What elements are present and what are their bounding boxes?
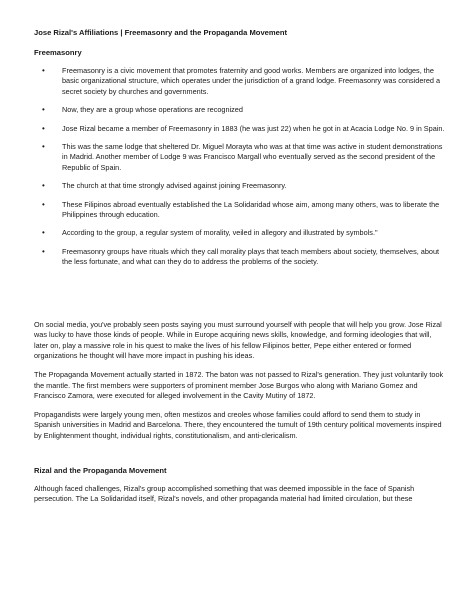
section-heading-rizal-propaganda: Rizal and the Propaganda Movement [34,465,167,475]
list-item [34,228,446,238]
bullet-icon: • [42,199,45,209]
paragraph-social-media: On social media, you've probably seen posts saying you must surround yourself with people that will help you grow. Jose Rizal was lucky to have those kinds of people. While in Europe acquiring news skills, knowledge, and forming ideologies that will, later on, play a massive role in his quest to make the lives of his fellow Filipinos better, Pepe either entered or formed organizations he thought will have more impact in pushing his ideas. [34,319,442,361]
list-item-text: According to the group, a regular system of morality, veiled in allegory and illustrated by symbols." [62,228,378,238]
bullet-icon: • [42,123,45,133]
list-item-text: The church at that time strongly advised against joining Freemasonry. [62,181,287,191]
list-item [34,181,446,191]
list-item-text: These Filipinos abroad eventually established the La Solidaridad whose aim, among many others, was to liberate the Philippines through education. [62,199,440,220]
bullet-icon: • [42,246,45,256]
list-item [34,142,446,173]
list-item [34,124,446,134]
list-item [34,200,446,221]
paragraph-closing: Although faced challenges, Rizal's group accomplished something that was deemed impossible in the face of Spanish persecution. The La Solidaridad itself, Rizal's novels, and other propaganda material had limited circulation, but these [34,483,415,504]
list-item-text: This was the same lodge that sheltered Dr. Miguel Morayta who was at that time was active in student demonstrations in Madrid. Another member of Lodge 9 was Francisco Margall who eventually served as the second president of the Republic of Spain. [62,142,443,172]
bullet-icon: • [42,66,45,75]
spacer [34,276,446,320]
paragraph-propagandists: Propagandists were largely young men, often mestizos and creoles whose families could afford to send them to study in Spanish universities in Madrid and Barcelona. There, they encountered the tumult of 19th century political movements inspired by Enlightenment thought, individual rights, constitutionalism, and anti-clericalism. [34,409,442,441]
list-item-text: Freemasonry is a civic movement that promotes fraternity and good works. Members are organized into lodges, the basic organizational structure, which operates under the jurisdiction of a grand lodge. Freemasonry was considered a secret society by churches and governments. [62,66,441,96]
list-item [34,105,446,115]
paragraph-propaganda-start: The Propaganda Movement actually started in 1872. The baton was not passed to Rizal's generation. They just voluntarily took the mantle. The first members were supporters of prominent member Jose Burgos who along with Mariano Gomez and Francisco Zamora, were executed for alleged involvement in the Cavity Mutiny of 1872. [34,370,444,401]
freemasonry-bullet-list [34,66,446,268]
spacer [34,450,446,466]
section-heading-freemasonry: Freemasonry [34,48,82,57]
bullet-icon: • [42,228,45,238]
list-item [34,66,446,97]
document-title: Jose Rizal's Affiliations | Freemasonry and the Propaganda Movement [34,28,288,37]
list-item [34,247,446,268]
list-item-text: Now, they are a group whose operations are recognized [62,105,243,115]
list-item-text: Jose Rizal became a member of Freemasonry in 1883 (he was just 22) when he got in at Acacia Lodge No. 9 in Spain. [62,123,445,133]
bullet-icon: • [42,105,45,115]
bullet-icon: • [42,142,45,152]
bullet-icon: • [42,181,45,191]
list-item-text: Freemasonry groups have rituals which they call morality plays that teach members about society, themselves, about the less fortunate, and what can they do to address the problems of the society. [62,246,440,267]
